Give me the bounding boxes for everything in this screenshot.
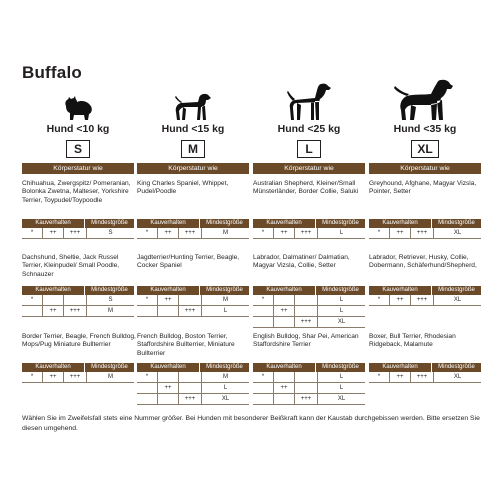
kauverhalten-header: Kauverhalten (137, 363, 200, 372)
mindestgroesse-header: Mindestgröße (438, 287, 475, 293)
chew-level-2: ++ (158, 295, 179, 305)
chew-level-3: +++ (411, 372, 434, 382)
size-badge: L (297, 140, 321, 158)
min-size: L (339, 374, 344, 380)
table-row (22, 372, 134, 383)
footer-note: Wählen Sie im Zweifelsfall stets eine Nummer größer. Bei Hunden mit besonderer Beißkraft kann der Kaustab durchgebissen werden. Bitte ersetzen Sie diesen umgehend. (22, 415, 480, 432)
chew-level-2: ++ (274, 383, 295, 393)
mindestgroesse-header: Mindestgröße (91, 220, 128, 226)
min-size: L (223, 385, 228, 391)
chew-level-2: ++ (390, 372, 411, 382)
chew-level-3: +++ (64, 228, 87, 238)
chew-table-header (137, 286, 249, 295)
chew-table-header (253, 363, 365, 372)
min-size: M (223, 374, 228, 380)
kauverhalten-header: Kauverhalten (22, 286, 85, 295)
min-size: S (108, 230, 113, 236)
chew-level-2: ++ (390, 228, 411, 238)
chew-level-1: * (253, 295, 274, 305)
chew-level-2 (274, 317, 295, 327)
chew-table (369, 219, 481, 239)
chew-level-1 (253, 306, 274, 316)
min-size: M (223, 230, 228, 236)
mindestgroesse-header: Mindestgröße (322, 364, 359, 370)
chew-table (22, 219, 134, 239)
table-row (253, 306, 365, 317)
chew-table-header (369, 363, 481, 372)
chew-level-2 (43, 295, 64, 305)
chew-level-2 (158, 372, 179, 382)
chew-table-header (253, 286, 365, 295)
chew-table-header (253, 219, 365, 228)
min-size: XL (453, 297, 462, 303)
body-type-header: Körperstatur wie (369, 163, 481, 174)
chew-level-1: * (137, 295, 158, 305)
kauverhalten-header: Kauverhalten (369, 286, 432, 295)
chew-level-2: ++ (158, 383, 179, 393)
chew-level-1 (253, 383, 274, 393)
mindestgroesse-header: Mindestgröße (91, 287, 128, 293)
breed-list: French Bulldog, Boston Terrier, Staffordshire Bullterrier, Miniature Bullterrier (137, 333, 235, 357)
min-size: L (339, 308, 344, 314)
table-row (369, 228, 481, 239)
min-size: XL (453, 230, 462, 236)
table-row (137, 295, 249, 306)
chew-level-2 (274, 394, 295, 404)
table-row (137, 306, 249, 317)
mindestgroesse-header: Mindestgröße (438, 364, 475, 370)
mindestgroesse-header: Mindestgröße (206, 220, 243, 226)
chew-level-1: * (369, 295, 390, 305)
chew-table (137, 219, 249, 239)
min-size: L (339, 230, 344, 236)
chew-level-2: ++ (274, 228, 295, 238)
chew-level-3: +++ (179, 306, 202, 316)
chew-level-1 (137, 306, 158, 316)
kauverhalten-header: Kauverhalten (253, 219, 316, 228)
chew-table (369, 286, 481, 306)
size-badge: XL (411, 140, 439, 158)
small-dog-icon (22, 92, 134, 122)
size-column-header (137, 92, 249, 158)
breed-list: Australian Shepherd, Kleiner/Small Münsterländer, Border Collie, Saluki (253, 180, 359, 196)
table-row (137, 383, 249, 394)
chew-level-1: * (22, 295, 43, 305)
size-badge: M (181, 140, 205, 158)
mindestgroesse-header: Mindestgröße (438, 220, 475, 226)
table-row (369, 295, 481, 306)
chew-level-1 (253, 317, 274, 327)
breed-list: English Bulldog, Shar Pei, American Staffordshire Terrier (253, 333, 359, 349)
medium-dog-icon (137, 92, 249, 122)
chew-table-header (137, 363, 249, 372)
mindestgroesse-header: Mindestgröße (322, 220, 359, 226)
chew-table (369, 363, 481, 383)
chew-level-3 (179, 372, 202, 382)
weight-label: Hund <25 kg (277, 123, 341, 135)
chew-level-3: +++ (295, 317, 318, 327)
min-size: L (339, 297, 344, 303)
breed-list: Greyhound, Afghane, Magyar Vizsla, Pointer, Setter (369, 180, 477, 196)
chew-table-header (369, 286, 481, 295)
chew-level-3 (64, 295, 87, 305)
chew-table (253, 286, 365, 328)
min-size: L (223, 308, 228, 314)
table-row (22, 228, 134, 239)
chew-level-3 (179, 295, 202, 305)
chew-level-3: +++ (295, 394, 318, 404)
chew-level-3: +++ (179, 394, 202, 404)
chew-level-3: +++ (411, 228, 434, 238)
chew-table (253, 219, 365, 239)
mindestgroesse-header: Mindestgröße (206, 287, 243, 293)
chew-level-1: * (22, 372, 43, 382)
chew-table (137, 363, 249, 405)
chew-level-3: +++ (179, 228, 202, 238)
weight-label: Hund <10 kg (46, 123, 110, 135)
chew-level-2: ++ (43, 306, 64, 316)
chew-level-3 (295, 295, 318, 305)
chew-table-header (369, 219, 481, 228)
kauverhalten-header: Kauverhalten (22, 363, 85, 372)
table-row (253, 295, 365, 306)
kauverhalten-header: Kauverhalten (137, 219, 200, 228)
large-dog-icon (369, 92, 481, 122)
chew-level-3: +++ (411, 295, 434, 305)
chew-level-3: +++ (295, 228, 318, 238)
chew-level-1: * (22, 228, 43, 238)
chew-table-header (137, 219, 249, 228)
body-type-header: Körperstatur wie (22, 163, 134, 174)
table-row (137, 228, 249, 239)
table-row (253, 383, 365, 394)
mindestgroesse-header: Mindestgröße (322, 287, 359, 293)
table-row (137, 394, 249, 405)
kauverhalten-header: Kauverhalten (137, 286, 200, 295)
min-size: XL (337, 319, 346, 325)
breed-list: Chihuahua, Zwergspitz/ Pomeranian, Bolonka Zwetna, Malteser, Yorkshire Terrier, Toypudel/Toypoodle (22, 180, 131, 204)
kauverhalten-header: Kauverhalten (369, 219, 432, 228)
chew-level-1: * (369, 372, 390, 382)
chew-table-header (22, 219, 134, 228)
kauverhalten-header: Kauverhalten (369, 363, 432, 372)
breed-list: Labrador, Dalmatiner/ Dalmatian, Magyar Vizsla, Collie, Setter (253, 254, 350, 270)
breed-list: King Charles Spaniel, Whippet, Pudel/Poodle (137, 180, 229, 196)
weight-label: Hund <15 kg (161, 123, 225, 135)
chew-level-2: ++ (43, 228, 64, 238)
kauverhalten-header: Kauverhalten (22, 219, 85, 228)
weight-label: Hund <35 kg (393, 123, 457, 135)
chew-level-1: * (137, 372, 158, 382)
table-row (137, 372, 249, 383)
page-title: Buffalo (22, 63, 82, 82)
chew-level-3 (295, 383, 318, 393)
chew-level-1: * (369, 228, 390, 238)
min-size: XL (337, 396, 346, 402)
breed-list: Border Terrier, Beagle, French Bulldog, Mops/Pug Miniature Bullterrier (22, 333, 136, 349)
chew-level-2 (158, 306, 179, 316)
chew-level-1 (253, 394, 274, 404)
chew-level-1: * (137, 228, 158, 238)
chew-level-3: +++ (64, 372, 87, 382)
breed-list: Dachshund, Sheltie, Jack Russel Terrier, Kleinpudel/ Small Poodle, Schnauzer (22, 254, 120, 278)
chew-table (253, 363, 365, 405)
chew-level-1 (22, 306, 43, 316)
min-size: S (108, 297, 113, 303)
table-row (253, 228, 365, 239)
chew-level-3: +++ (64, 306, 87, 316)
chew-level-1 (137, 394, 158, 404)
chew-table (22, 363, 134, 383)
min-size: M (223, 297, 228, 303)
table-row (22, 295, 134, 306)
min-size: M (108, 374, 113, 380)
chew-table (22, 286, 134, 317)
chew-level-1: * (253, 372, 274, 382)
size-column-header (253, 92, 365, 158)
mindestgroesse-header: Mindestgröße (206, 364, 243, 370)
chew-level-2 (274, 372, 295, 382)
min-size: L (339, 385, 344, 391)
min-size: XL (453, 374, 462, 380)
breed-list: Boxer, Bull Terrier, Rhodesian Ridgeback, Malamute (369, 333, 456, 349)
min-size: M (108, 308, 113, 314)
chew-level-1: * (253, 228, 274, 238)
table-row (22, 306, 134, 317)
chew-level-3 (295, 306, 318, 316)
body-type-header: Körperstatur wie (137, 163, 249, 174)
mindestgroesse-header: Mindestgröße (91, 364, 128, 370)
kauverhalten-header: Kauverhalten (253, 286, 316, 295)
chew-level-2: ++ (158, 228, 179, 238)
table-row (369, 372, 481, 383)
chew-level-2: ++ (43, 372, 64, 382)
pointer-dog-icon (253, 92, 365, 122)
chew-level-2 (158, 394, 179, 404)
chew-table (137, 286, 249, 317)
breed-list: Labrador, Retriever, Husky, Collie, Dobermann, Schäferhund/Shepherd, (369, 254, 477, 270)
chew-level-3 (179, 383, 202, 393)
chew-level-3 (295, 372, 318, 382)
min-size: XL (221, 396, 230, 402)
breed-list: Jagdterrier/Hunting Terrier, Beagle, Cocker Spaniel (137, 254, 240, 270)
table-row (253, 317, 365, 328)
size-badge: S (66, 140, 90, 158)
chew-level-2: ++ (390, 295, 411, 305)
chew-level-1 (137, 383, 158, 393)
chew-table-header (22, 363, 134, 372)
chew-table-header (22, 286, 134, 295)
size-column-header (22, 92, 134, 158)
kauverhalten-header: Kauverhalten (253, 363, 316, 372)
table-row (253, 394, 365, 405)
size-column-header (369, 92, 481, 158)
chew-level-2: ++ (274, 306, 295, 316)
table-row (253, 372, 365, 383)
chew-level-2 (274, 295, 295, 305)
body-type-header: Körperstatur wie (253, 163, 365, 174)
